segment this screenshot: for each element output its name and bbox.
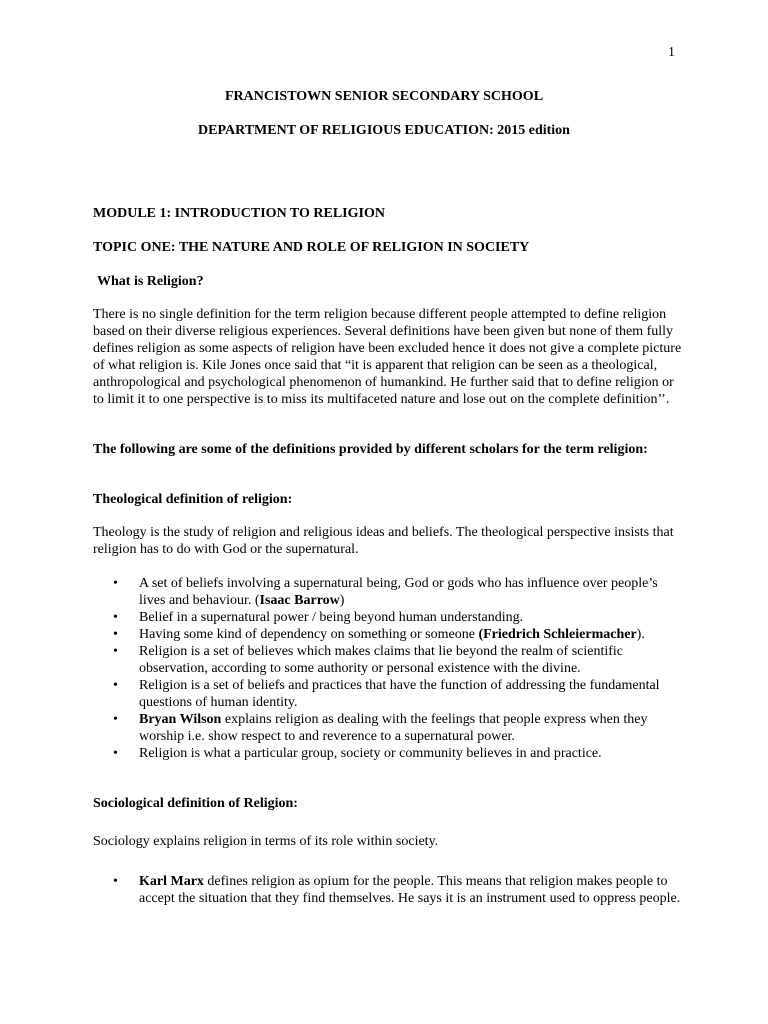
list-item: • Belief in a supernatural power / being beyond human understanding. [93, 609, 683, 626]
intro-paragraph: There is no single definition for the term religion because different people attempted to define religion based on their diverse religious experiences. Several definitions have been given but none of them fully defines religion as some aspects of religion have been excluded hence it does not give a complete picture of what religion is. Kile Jones once said that “it is apparent that religion can be seen as a theological, anthropological and psychological phenomenon of humankind. He further said that to define religion or to limit it to one perspective is to miss its multifaceted nature and lose out on the complete definition’’. [93, 307, 682, 407]
definitions-heading: The following are some of the definitions provided by different scholars for the term religion: [93, 442, 648, 457]
theological-heading: Theological definition of religion: [93, 492, 293, 507]
module-heading: MODULE 1: INTRODUCTION TO RELIGION [93, 206, 385, 221]
sociological-list [93, 873, 683, 907]
theological-list [93, 575, 683, 762]
list-item: • Religion is a set of believes which makes claims that lie beyond the realm of scientific observation, according to some authority or personal existence with the divine. [93, 643, 683, 677]
list-item: • A set of beliefs involving a supernatural being, God or gods who has influence over people’s lives and behaviour. (Isaac Barrow) [93, 575, 683, 609]
question-heading: What is Religion? [97, 274, 204, 289]
list-item: • Religion is a set of beliefs and practices that have the function of addressing the fundamental questions of human identity. [93, 677, 683, 711]
school-title: FRANCISTOWN SENIOR SECONDARY SCHOOL [224, 89, 544, 104]
list-item: • Bryan Wilson explains religion as dealing with the feelings that people express when they worship i.e. show respect to and reverence to a supernatural power. [93, 711, 683, 745]
sociological-heading: Sociological definition of Religion: [93, 796, 298, 811]
page-number: 1 [668, 45, 675, 60]
department-title: DEPARTMENT OF RELIGIOUS EDUCATION: 2015 edition [198, 123, 570, 138]
list-item: • Religion is what a particular group, society or community believes in and practice. [93, 745, 683, 762]
sociological-intro: Sociology explains religion in terms of its role within society. [93, 834, 439, 849]
list-item: • Karl Marx defines religion as opium for the people. This means that religion makes people to accept the situation that they find themselves. He says it is an instrument used to oppress people. [93, 873, 683, 907]
topic-heading: TOPIC ONE: THE NATURE AND ROLE OF RELIGION IN SOCIETY [93, 240, 530, 255]
list-item: • Having some kind of dependency on something or someone (Friedrich Schleiermacher). [93, 626, 683, 643]
theological-intro: Theology is the study of religion and religious ideas and beliefs. The theological perspective insists that religion has to do with God or the supernatural. [93, 525, 674, 557]
